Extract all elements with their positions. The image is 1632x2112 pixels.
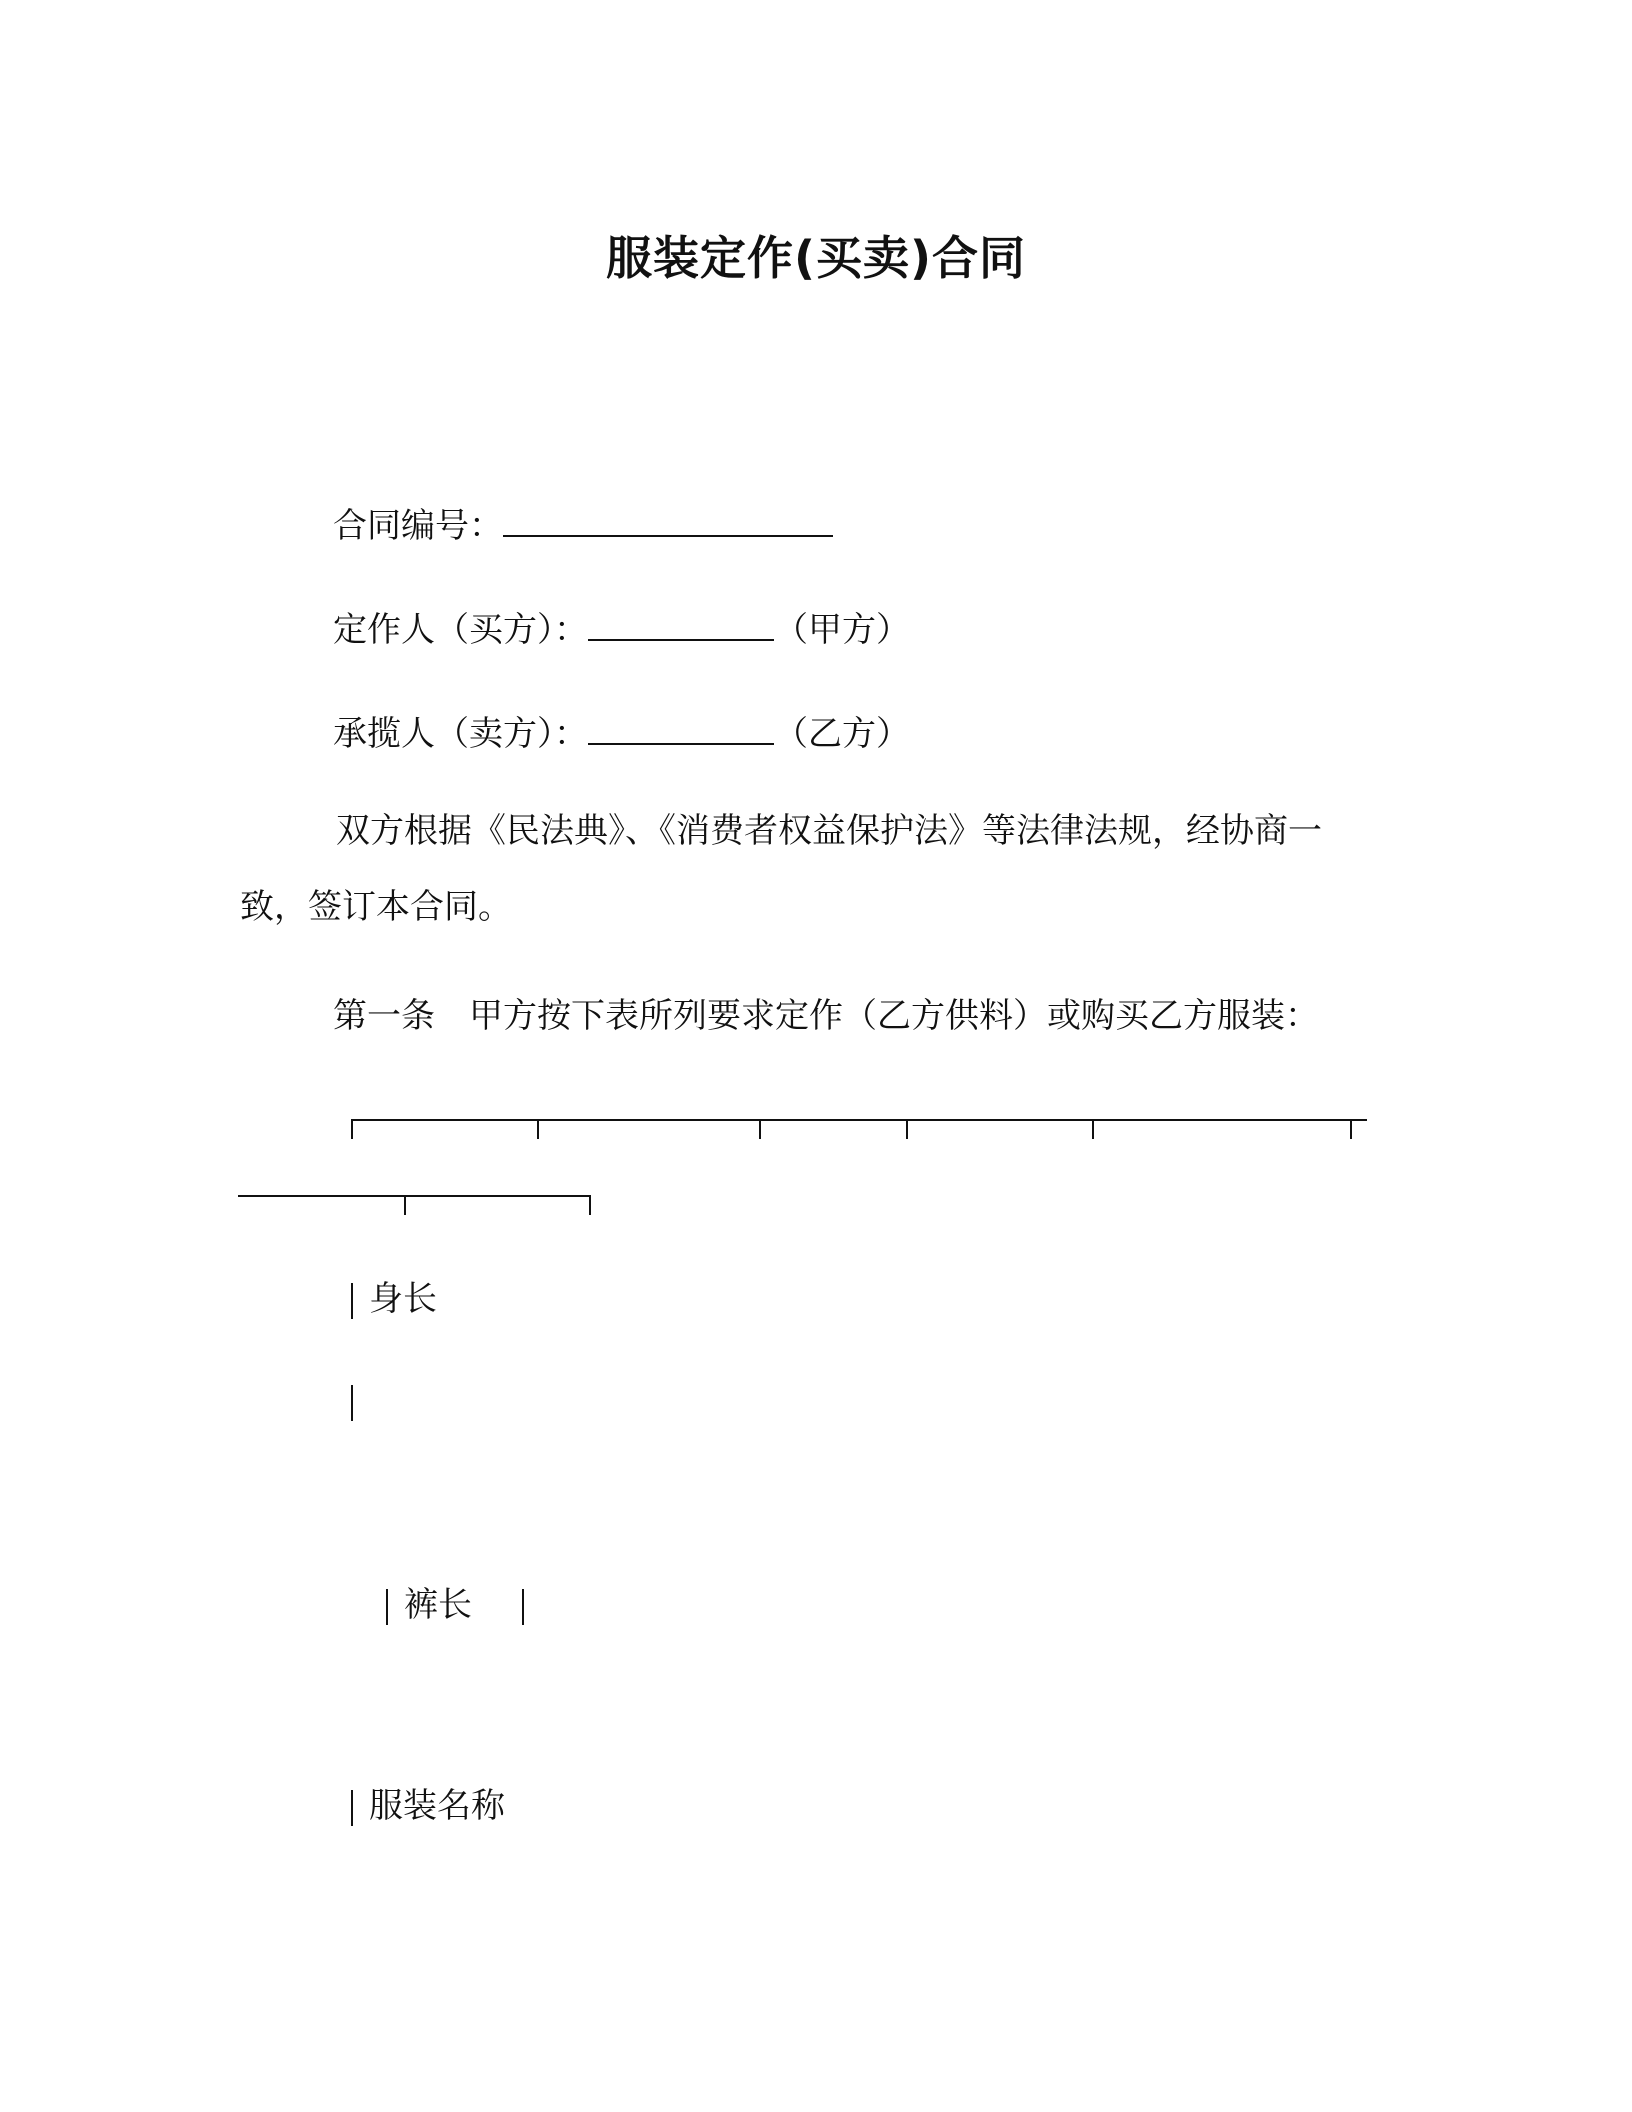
document-title: 服装定作(买卖)合同 (605, 231, 1027, 285)
cell-divider (351, 1790, 353, 1826)
cell-divider (386, 1589, 388, 1625)
contract-number-blank (503, 499, 833, 537)
cell-divider (522, 1589, 524, 1625)
buyer-suffix: （甲方） (774, 610, 910, 650)
buyer-blank (588, 603, 774, 641)
table-tick (1092, 1119, 1094, 1139)
cell-divider (351, 1283, 353, 1319)
seller-blank (588, 707, 774, 745)
table-tick (351, 1119, 353, 1139)
cell-divider (351, 1385, 353, 1421)
article-1: 第一条 甲方按下表所列要求定作（乙方供料）或购买乙方服装： (333, 996, 1319, 1036)
buyer-label: 定作人（买方）： (333, 610, 588, 650)
seller-line (333, 706, 910, 755)
contract-number-label: 合同编号： (333, 506, 503, 546)
intro-paragraph: 双方根据《民法典》、《消费者权益保护法》等法律法规，经协商一致，签订本合同。 (240, 811, 1322, 927)
contract-number-line (333, 498, 833, 547)
pants-length-label: 裤长 (404, 1585, 472, 1625)
body-length-label: 身长 (369, 1279, 437, 1319)
table-cell-pants-length (386, 1577, 524, 1626)
buyer-line (333, 602, 910, 651)
seller-label: 承揽人（卖方）： (333, 714, 588, 754)
table-tick (589, 1195, 591, 1215)
table-tick (906, 1119, 908, 1139)
table-tick (404, 1195, 406, 1215)
table-cell-garment-name (351, 1778, 505, 1827)
table-rule (351, 1119, 1367, 1121)
table-tick (759, 1119, 761, 1139)
table-tick (537, 1119, 539, 1139)
garment-name-label: 服装名称 (369, 1786, 505, 1826)
table-rule (238, 1195, 590, 1197)
table-tick (1350, 1119, 1352, 1139)
seller-suffix: （乙方） (774, 714, 910, 754)
table-cell-body-length (351, 1271, 437, 1320)
